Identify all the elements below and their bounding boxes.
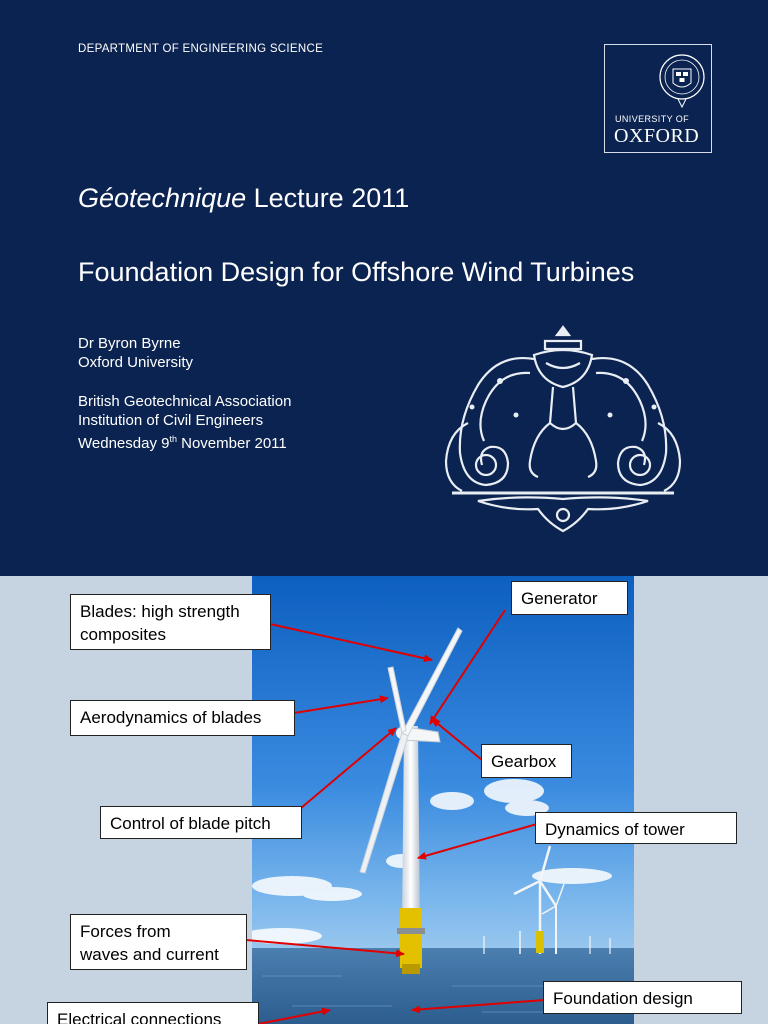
callout-blades: Blades: high strength composites: [70, 594, 271, 650]
callout-generator: Generator: [511, 581, 628, 615]
lecture-subtitle: Foundation Design for Offshore Wind Turbines: [78, 257, 635, 287]
callout-gearbox: Gearbox: [481, 744, 572, 778]
author-name: Dr Byron Byrne: [78, 335, 181, 352]
callout-foundation: Foundation design: [543, 981, 742, 1014]
callout-aerodynamics: Aerodynamics of blades: [70, 700, 295, 736]
university-logo: [604, 44, 712, 153]
logo-oxford: OXFORD: [614, 125, 700, 147]
organization-2: Institution of Civil Engineers: [78, 412, 264, 429]
callout-forces: Forces from waves and current: [70, 914, 247, 970]
turbine-slide: [0, 576, 768, 1024]
title-rest: Lecture 2011: [246, 183, 410, 213]
callout-tower-dynamics: Dynamics of tower: [535, 812, 737, 844]
lecture-date: Wednesday 9th November 2011: [78, 434, 287, 452]
callout-electrical: Electrical connections: [47, 1002, 259, 1024]
organization-1: British Geotechnical Association: [78, 393, 292, 410]
department-label: DEPARTMENT OF ENGINEERING SCIENCE: [78, 43, 324, 55]
logo-university-of: UNIVERSITY OF: [615, 114, 690, 124]
title-italic: Géotechnique: [78, 183, 247, 213]
oxford-crest-icon: [658, 53, 706, 109]
decorative-crest-ornament: [438, 323, 688, 538]
author-affiliation: Oxford University: [78, 354, 194, 371]
lecture-title: [78, 183, 409, 214]
callout-blade-pitch: Control of blade pitch: [100, 806, 302, 839]
